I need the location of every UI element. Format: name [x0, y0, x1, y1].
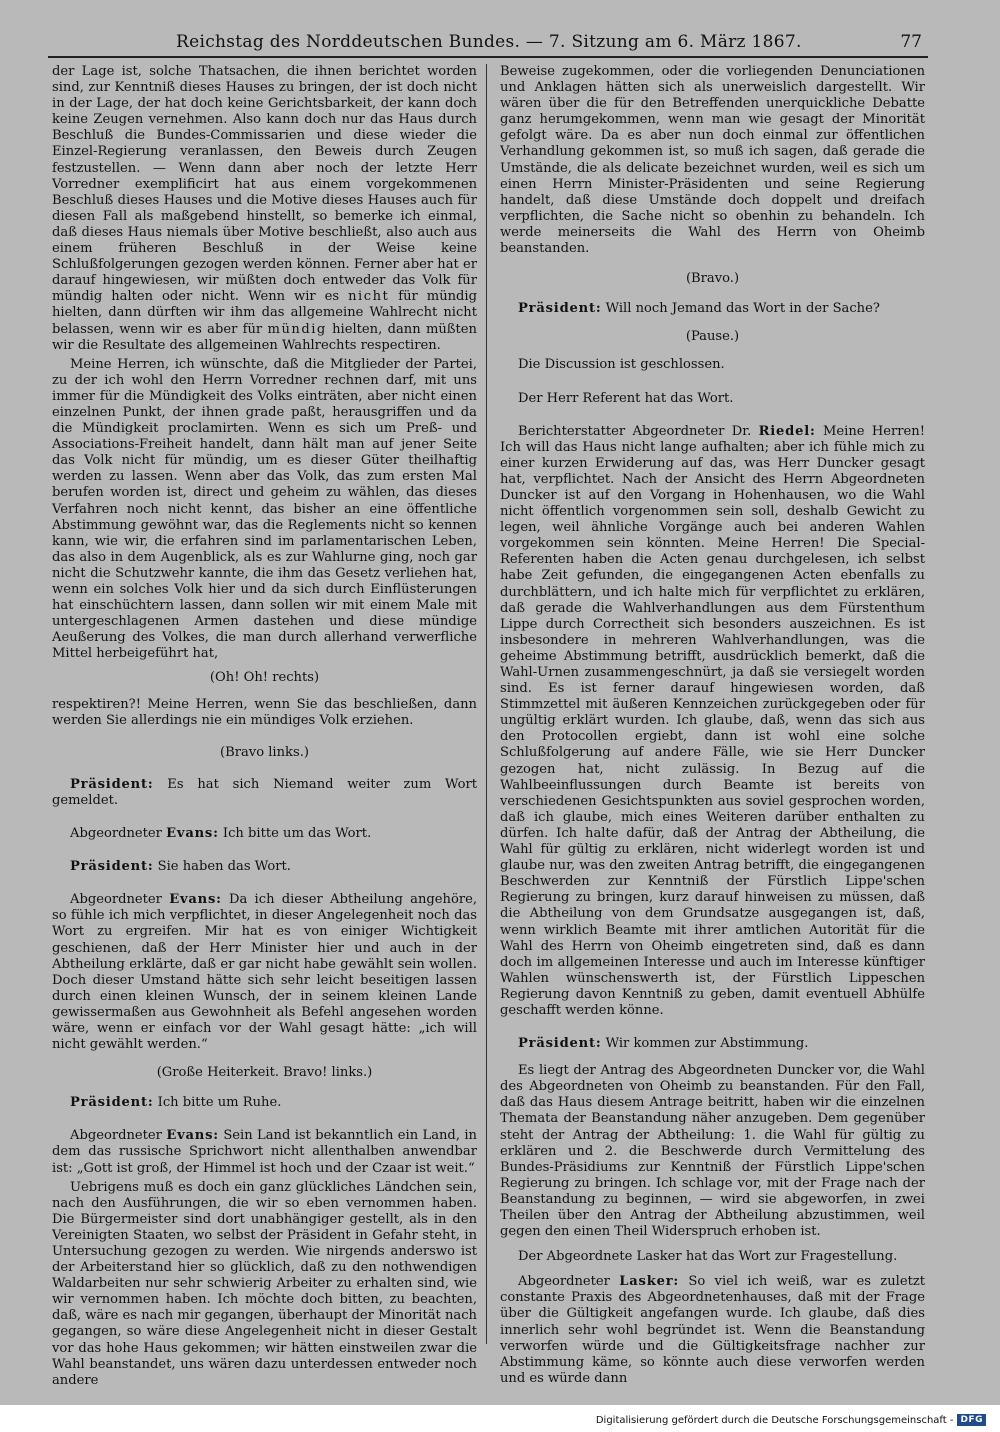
digitization-credit	[596, 1414, 986, 1426]
dfg-logo: DFG	[957, 1414, 986, 1426]
interjection: (Bravo.)	[685, 271, 740, 287]
paragraph: respektiren?! Meine Herren, wenn Sie das beschließen, dann werden Sie allerdings nie ein mündiges Volk erziehen.	[52, 696, 477, 728]
speech-text: Da ich dieser Abtheilung angehöre, so fühle ich mich verpflichtet, in dieser Angelegenheit noch das Wort zu ergreifen. Mir hat es von einiger Wichtigkeit geschienen, daß der Herr Minister hier und auch in der Abtheilung erklärte, daß er gar nicht habe gewählt sein wollen. Doch dieser Umstand hätte sich sehr leicht beseitigen lassen durch einen kleinen Wunsch, der in seinem kleinen Lande gewissermaßen aus Gewohnheit als Befehl angesehen worden wäre, wenn er einfach vor der Wahl gesagt hätte: „ich will nicht gewählt werden.“	[52, 892, 477, 1053]
speaker-line	[500, 301, 925, 317]
speaker-line	[52, 826, 477, 842]
paragraph: Es liegt der Antrag des Abgeordneten Duncker vor, die Wahl des Abgeordneten von Oheimb zu beanstanden. Für den Fall, daß das Haus diesem Antrage beitritt, haben wir die einzelnen Themata der Beanstandung näher anzugeben. Dem gegenüber steht der Antrag der Abtheilung: 1. die Wahl für gültig zu erklären und 2. die Beschwerde durch Vermittelung des Bundes-Präsidiums zur Kenntniß der Fürstlich Lippe'schen Regierung zu bringen. Ich schlage vor, mit der Frage nach der Beanstandung zu beginnen, — wird sie abgeworfen, in zwei Theilen über den Antrag der Abtheilung abzustimmen, weil gegen den einen Theil Widerspruch erhoben ist.	[500, 1063, 925, 1240]
speaker-name: Evans:	[166, 826, 219, 842]
paragraph: Die Discussion ist geschlossen.	[518, 357, 725, 373]
header-title: Reichstag des Norddeutschen Bundes. — 7. Sitzung am 6. März 1867.	[176, 32, 802, 52]
speaker-name: Präsident:	[70, 1095, 154, 1111]
running-header	[48, 30, 928, 58]
interjection: (Oh! Oh! rechts)	[209, 670, 320, 686]
speaker-line	[500, 1274, 925, 1387]
speaker-title: Abgeordneter	[70, 826, 162, 842]
paragraph: Beweise zugekommen, oder die vorliegenden Denunciationen und Anklagen hätten sich als unerweislich dargestellt. Wir wären über die für den Betreffenden unerquickliche Debatte ganz herumgekommen, wenn man wie gesagt der Minorität gefolgt wäre. Da es aber nun doch einmal zur öffentlichen Verhandlung gekommen ist, so muß ich sagen, daß gerade die Umstände, die als delicate bezeichnet wurden, weil es sich um einen Herrn Minister-Präsidenten und seine Regierung handelt, daß diese Umstände doch doppelt und dreifach verpflichten, die Sache nicht so obenhin zu behandeln. Ich werde meinerseits die Wahl des Herrn von Oheimb beanstanden.	[500, 64, 925, 257]
speaker-title: Berichterstatter Abgeordneter Dr.	[518, 423, 752, 439]
text-run: der Lage ist, solche Thatsachen, die ihnen berichtet worden sind, zur Kenntniß dieses Hauses zu bringen, der ist doch nicht in der Lage, der hat doch keine Gerichtsbarkeit, der kann doch keine Zeugen vernehmen. Also kann doch nur das Haus durch Beschluß die Bundes-Commissarien und diese wieder die Einzel-Regierung veranlassen, den Beweis durch Zeugen festzustellen. — Wenn dann aber noch der letzte Herr Vorredner exemplificirt hat aus einem vorgekommenen Beschluß dieses Hauses und die Motive dieses Hauses auch für diesen Fall als maßgebend hinstellt, so bemerke ich einmal, daß dieses Haus niemals über Motive beschließt, also auch aus einem früheren Beschluß in der Weise keine Schlußfolgerungen gezogen werden können. Ferner aber hat er darauf hingewiesen, wir müßten doch entweder das Volk für mündig halten oder nicht. Wenn wir es	[52, 64, 477, 305]
speaker-title: Abgeordneter	[518, 1274, 610, 1290]
speaker-line	[500, 424, 925, 1019]
text-run: für mündig hielten, dann dürften wir ihm das allgemeine Wahlrecht nicht belassen, wenn wir es aber für	[52, 289, 478, 337]
speaker-name: Präsident:	[70, 776, 154, 792]
speaker-line	[52, 1128, 477, 1176]
speech-text: Ich bitte um Ruhe.	[157, 1095, 282, 1111]
speaker-line	[52, 1095, 477, 1111]
text-run: hielten, dann müßten wir die Resultate des allgemeinen Wahlrechts respectiren.	[52, 321, 477, 353]
speech-text: Sie haben das Wort.	[157, 859, 291, 875]
speaker-line	[52, 859, 477, 875]
paragraph: Der Herr Referent hat das Wort.	[518, 390, 734, 406]
speaker-name: Riedel:	[758, 423, 816, 439]
speech-text: Meine Herren! Ich will das Haus nicht lange aufhalten; aber ich fühle mich zu einer kurzen Erwiderung auf das, was Herr Duncker gesagt hat, verpflichtet. Nach der Ansicht des Herrn Abgeordneten Duncker ist auf den Vorgang in Hohenhausen, wo die Wahl nicht öffentlich vorgenommen sein soll, deshalb Gewicht zu legen, weil ähnliche Vorgänge auch bei anderen Wahlen vorgekommen sein könnten. Meine Herren! Die Special-Referenten haben die Acten genau durchgelesen, ich selbst habe Zeit gefunden, die eingegangenen Acten ebenfalls zu durchblättern, und ich halte mich für verpflichtet zu erklären, daß gerade die Wahlverhandlungen aus dem Fürstenthum Lippe durch Correctheit sich besonders auszeichnen. Es ist insbesondere in mehreren Wahlverhandlungen, was die geheime Abstimmung betrifft, ausdrücklich bemerkt, daß die Wahl-Urnen zusammengeschnürt, ja daß sie versiegelt worden sind. Es ist ferner darauf hingewiesen worden, daß Stimmzettel mit äußeren Kennzeichen zurückgegeben oder für ungültig erklärt wurden. Ich glaube, daß, wenn das sich aus den Protocollen ergiebt, dann ist wohl eine solche Schlußfolgerung auf andere Fälle, wie sie Herr Duncker gezogen hat, nicht zulässig. In Bezug auf die Wahlbeeinflussungen durch Beamte ist bereits von verschiedenen Gesichtspunkten aus soviel gesprochen worden, daß ich glaube, mich eines Weiteren darüber enthalten zu dürfen. Ich halte dafür, daß der Antrag der Abtheilung, die Wahl für gültig zu erklären, nicht widerlegt worden ist und glaube nur, was den zweiten Antrag betrifft, die eingegangenen Beschwerden zur Kenntniß der Fürstlich Lippe'schen Regierung zu bringen, kurz darauf hinweisen zu müssen, daß die Abtheilung von dem Grundsatze ausgegangen ist, daß, wenn wirklich Beamte mit ihrer amtlichen Autorität für die Wahl des Herrn von Oheimb eingetreten sind, daß es dann doch im allgemeinen Interesse und auch im Interesse künftiger Wahlen wünschenswerth ist, der Fürstlich Lippeschen Regierung davon Kenntniß zu geben, damit eventuell Abhülfe geschafft werden könne.	[500, 423, 925, 1018]
speaker-name: Evans:	[166, 1128, 219, 1144]
speaker-line	[52, 892, 477, 1053]
speaker-title: Abgeordneter	[70, 1128, 162, 1144]
speech-text: So viel ich weiß, war es zuletzt constante Praxis des Abgeordnetenhauses, daß mit der Frage über die Gültigkeit angefangen wurde. Ich glaube, daß dies innerlich sehr wohl begründet ist. Wenn die Beanstandung verworfen würde und die Gültigkeitsfrage nachher zur Abstimmung käme, so könnte auch diese verworfen werden und es würde dann	[500, 1274, 925, 1386]
speech-text: Sein Land ist bekanntlich ein Land, in dem das russische Sprichwort nicht allenthalben anwendbar ist: „Gott ist groß, der Himmel ist hoch und der Czaar ist weit.“	[52, 1128, 477, 1176]
emphasis: nicht	[348, 289, 390, 305]
speaker-line	[52, 777, 477, 809]
speech-text: Es hat sich Niemand weiter zum Wort gemeldet.	[52, 776, 477, 808]
speaker-name: Präsident:	[518, 301, 602, 317]
speaker-name: Präsident:	[70, 859, 154, 875]
interjection: (Große Heiterkeit. Bravo! links.)	[156, 1065, 373, 1081]
paragraph: Meine Herren, ich wünschte, daß die Mitglieder der Partei, zu der ich wohl den Herrn Vorredner rechnen darf, mit uns immer für die Mündigkeit des Volks einträten, aber nicht einen einzelnen Punkt, der ihnen grade paßt, herausgriffen und da die Mündigkeit proclamirten. Wenn es sich um Preß- und Associations-Freiheit handelt, dann hält man auf jener Seite das Volk nicht für mündig, um es dieser Güter theilhaftig werden zu lassen. Wenn aber das Volk, das zum ersten Mal berufen worden ist, direct und geheim zu wählen, das dieses Verfahren noch nicht kennt, das bisher an eine öffentliche Abstimmung gewöhnt war, das die Reglements nicht so kennen kann, wie wir, die erfahren sind im parlamentarischen Leben, das also in dem Augenblick, als es zur Wahlurne ging, noch gar nicht die Schutzwehr kannte, die ihm das Gesetz verliehen hat, wenn ein solches Volk hier und da sich durch Einflüsterungen hat einschüchtern lassen, dann sollen wir mit einem Male mit untergeschlagenen Armen dastehen und diese mündige Aeußerung des Volkes, die man durch allerhand verwerfliche Mittel herbeigeführt hat,	[52, 356, 477, 662]
paragraph	[52, 64, 477, 354]
speaker-line	[500, 1036, 925, 1052]
speech-text: Wir kommen zur Abstimmung.	[605, 1036, 809, 1052]
paragraph: Uebrigens muß es doch ein ganz glückliches Ländchen sein, nach den Ausführungen, die wir so eben vernommen haben. Die Bürgermeister sind dort unabhängiger gestellt, als in den Vereinigten Staaten, wo selbst der Präsident in Gefahr steht, in Untersuchung gezogen zu werden. Wie nirgends anderswo ist der Arbeiterstand hier so glücklich, daß zu den nothwendigen Waldarbeiten nur sehr schwierig Arbeiter zu erhalten sind, wie wir vernommen haben. Ich möchte doch bitten, zu beachten, daß, wäre es nach mir gegangen, überhaupt der Minorität nach gegangen, so wäre diese Angelegenheit nicht in dieser Gestalt vor das hohe Haus gekommen; wir hätten einstweilen zwar die Wahl beanstandet, uns wären dazu unterdessen entweder noch andere	[52, 1179, 477, 1388]
interjection: (Bravo links.)	[220, 744, 309, 760]
speaker-name: Lasker:	[619, 1274, 680, 1290]
left-column	[52, 64, 478, 1388]
footer-text: Digitalisierung gefördert durch die Deutsche Forschungsgemeinschaft -	[595, 1414, 954, 1426]
speaker-name: Evans:	[169, 892, 222, 908]
emphasis: mündig	[267, 321, 327, 337]
page-number: 77	[900, 32, 922, 52]
interjection: (Pause.)	[685, 329, 740, 345]
speaker-title: Abgeordneter	[70, 892, 162, 908]
speech-text: Ich bitte um das Wort.	[222, 826, 372, 842]
paragraph: Der Abgeordnete Lasker hat das Wort zur Fragestellung.	[518, 1249, 898, 1265]
column-divider	[486, 64, 487, 1344]
right-column	[500, 64, 925, 1386]
speech-text: Will noch Jemand das Wort in der Sache?	[605, 301, 880, 317]
speaker-name: Präsident:	[518, 1036, 602, 1052]
